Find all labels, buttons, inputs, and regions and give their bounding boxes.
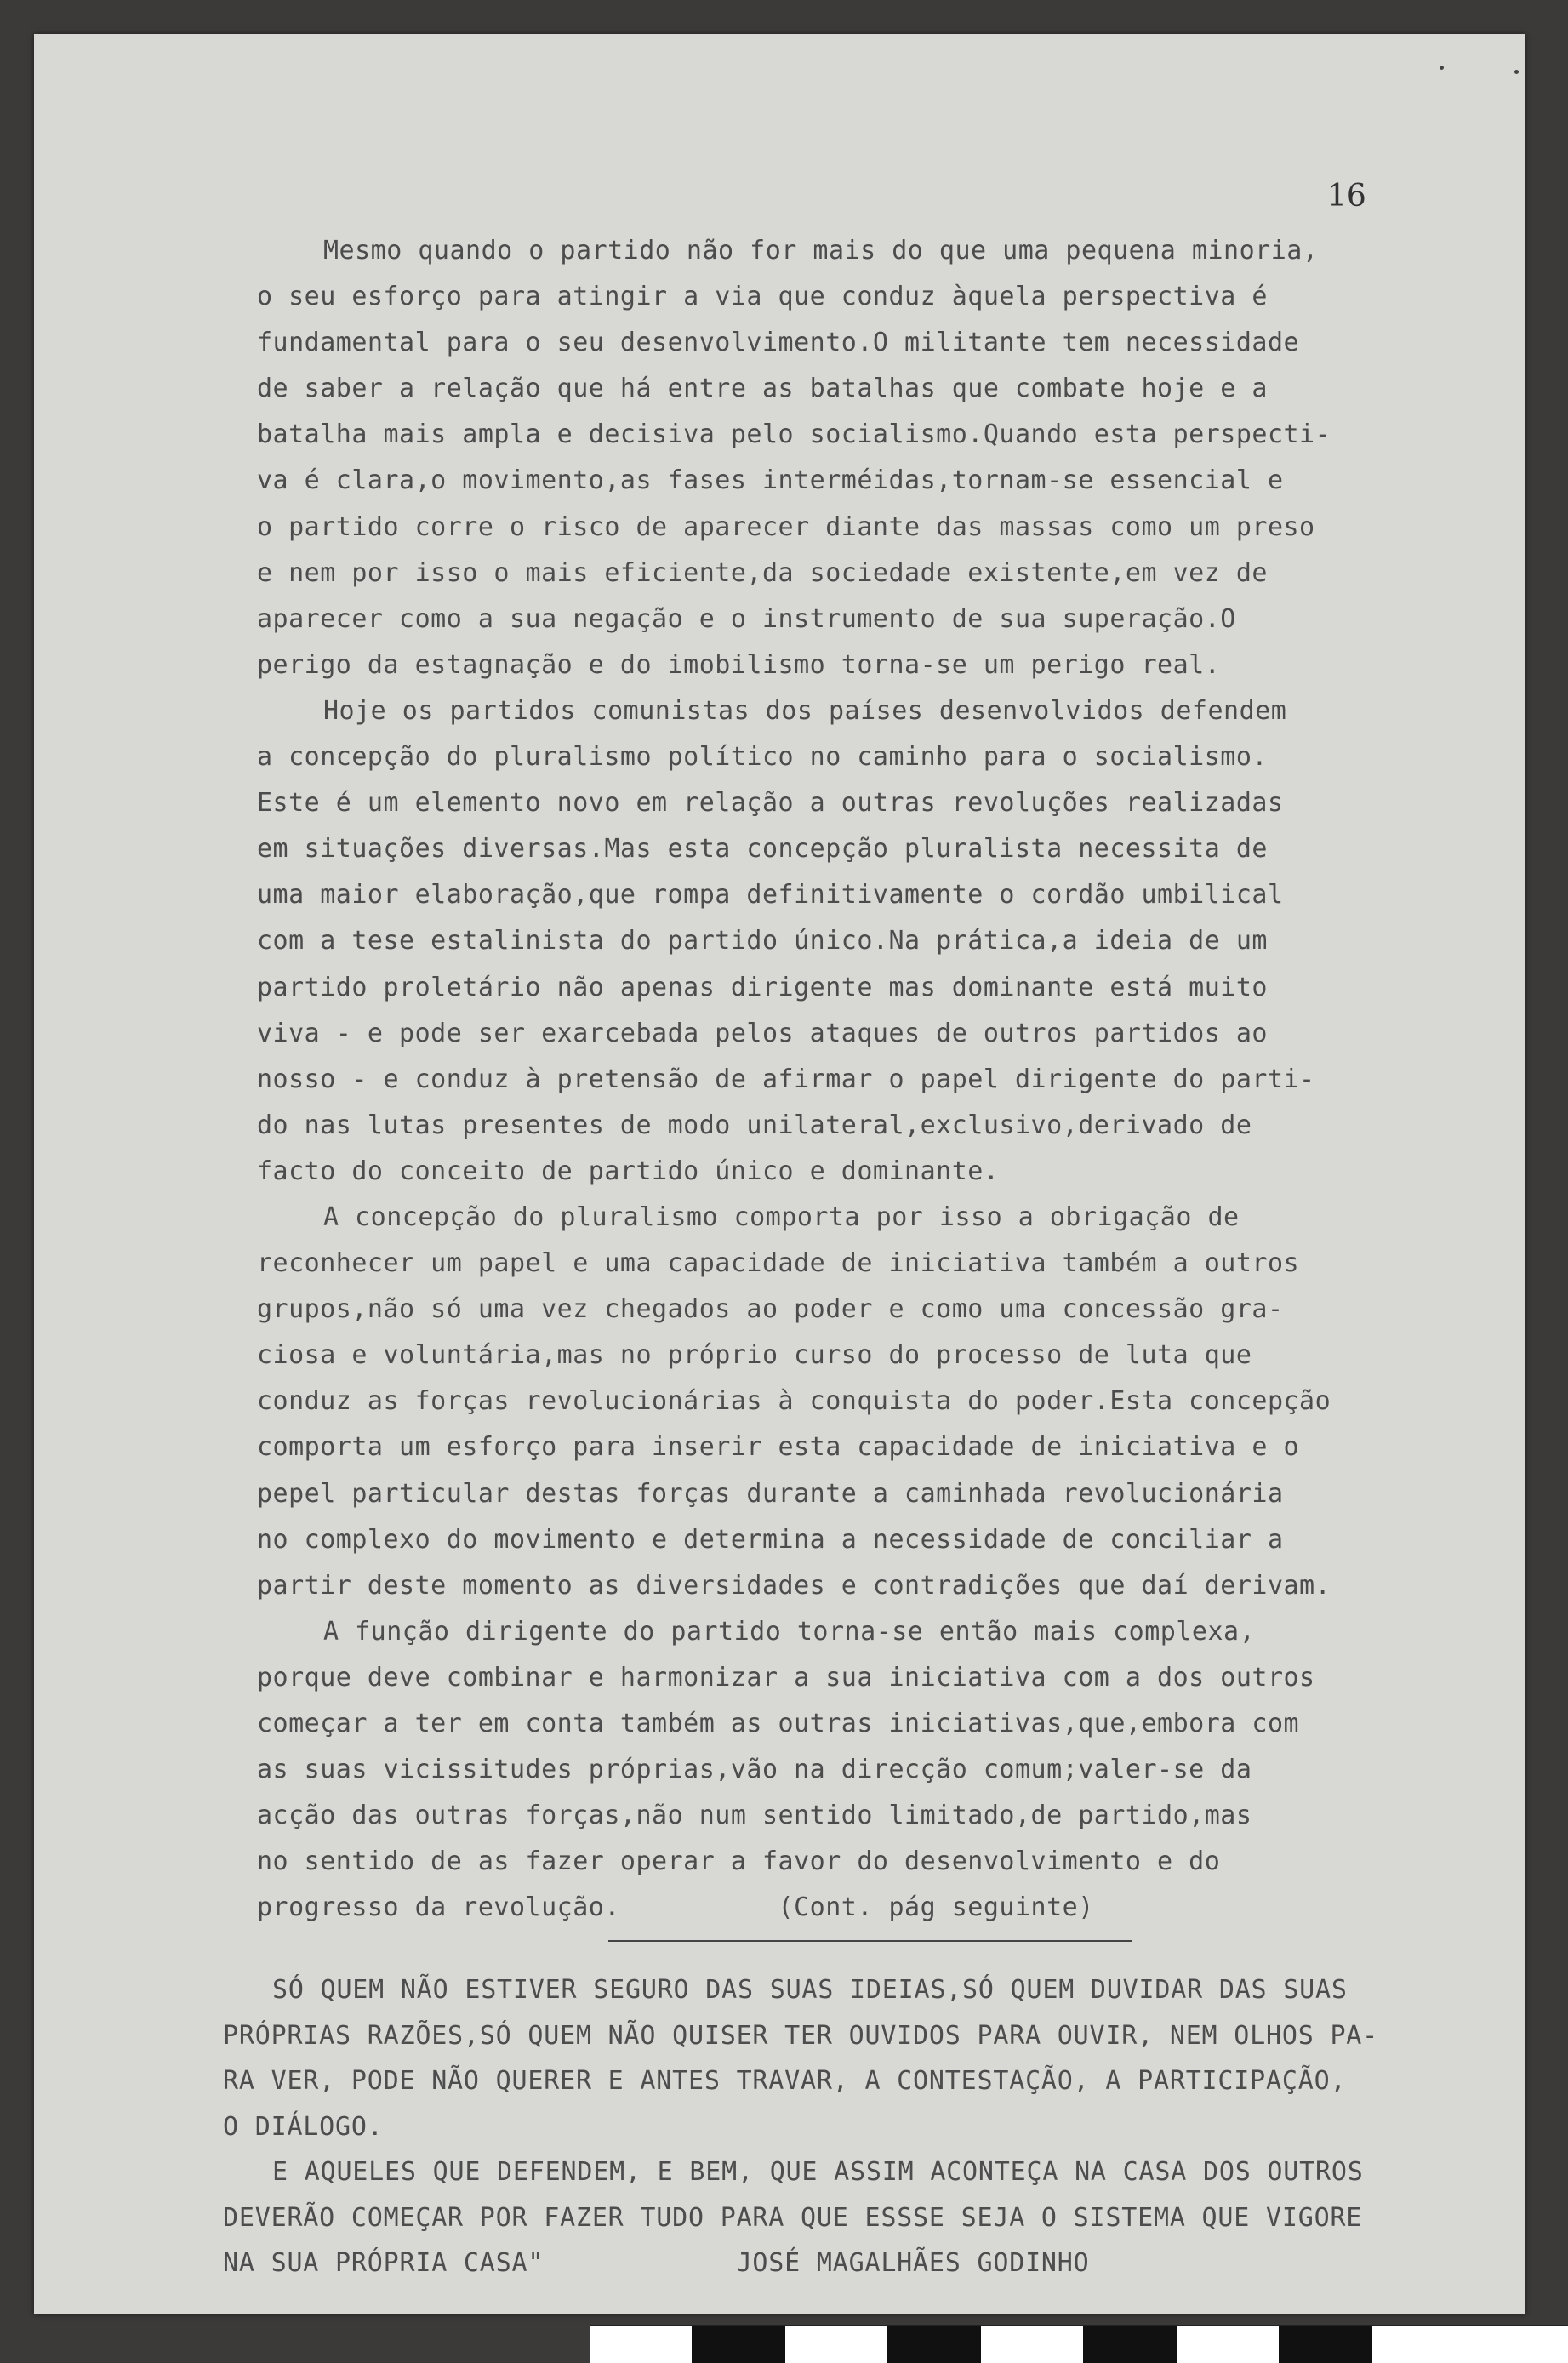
text-line: o partido corre o risco de aparecer diante das massas como um preso [257,511,1315,542]
text-line: as suas vicissitudes próprias,vão na direcção comum;valer-se da [257,1755,1252,1785]
text-line: batalha mais ampla e decisiva pelo socialismo.Quando esta perspecti- [257,420,1331,450]
ruler-segment [692,2326,785,2363]
text-line: va é clara,o movimento,as fases interméidas,tornam-se essencial e [257,465,1284,496]
text-line: pepel particular destas forças durante a caminhada revolucionária [257,1478,1284,1509]
quote-block [223,1967,1465,2286]
quote-line: NA SUA PRÓPRIA CASA" JOSÉ MAGALHÃES GODINHO [223,2248,1090,2278]
text-line: reconhecer um papel e uma capacidade de iniciativa também a outros [257,1248,1300,1279]
text-line: partir deste momento as diversidades e contradições que daí derivam. [257,1570,1331,1601]
document-page [34,34,1525,2314]
text-line: do nas lutas presentes de modo unilateral,exclusivo,derivado de [257,1110,1252,1140]
text-line: nosso - e conduz à pretensão de afirmar o papel dirigente do parti- [257,1064,1315,1094]
text-line: em situações diversas.Mas esta concepção pluralista necessita de [257,834,1268,865]
quote-line: E AQUELES QUE DEFENDEM, E BEM, QUE ASSIM ACONTEÇA NA CASA DOS OUTROS [272,2157,1364,2187]
quote-line: DEVERÃO COMEÇAR POR FAZER TUDO PARA QUE ESSSE SEJA O SISTEMA QUE VIGORE [223,2202,1363,2233]
text-line: grupos,não só uma vez chegados ao poder e como uma concessão gra- [257,1294,1284,1325]
text-line: no sentido de as fazer operar a favor do desenvolvimento e do [257,1846,1221,1877]
text-line: Mesmo quando o partido não for mais do que uma pequena minoria, [323,236,1319,265]
quote-line: SÓ QUEM NÃO ESTIVER SEGURO DAS SUAS IDEIAS,SÓ QUEM DUVIDAR DAS SUAS [272,1975,1348,2005]
text-line: Este é um elemento novo em relação a outras revoluções realizadas [257,788,1284,819]
body-text [257,228,1448,1931]
ruler-segment [887,2326,981,2363]
text-line: uma maior elaboração,que rompa definitivamente o cordão umbilical [257,880,1284,910]
paper-mark [1514,70,1519,74]
quote-line: RA VER, PODE NÃO QUERER E ANTES TRAVAR, A CONTESTAÇÃO, A PARTICIPAÇÃO, [223,2066,1347,2096]
paper-mark [1440,66,1444,70]
text-line: partido proletário não apenas dirigente mas dominante está muito [257,972,1268,1002]
text-line: com a tese estalinista do partido único.Na prática,a ideia de um [257,926,1268,956]
text-line: aparecer como a sua negação e o instrumento de sua superação.O [257,603,1236,634]
text-line: facto do conceito de partido único e dominante. [257,1156,1000,1186]
separator-rule [608,1940,1132,1942]
text-line: e nem por isso o mais eficiente,da sociedade existente,em vez de [257,557,1268,588]
quote-line: O DIÁLOGO. [223,2111,384,2142]
page-number: 16 [1327,179,1366,214]
text-line: comporta um esforço para inserir esta capacidade de iniciativa e o [257,1432,1300,1463]
text-line: porque deve combinar e harmonizar a sua iniciativa com a dos outros [257,1662,1315,1692]
text-line: Hoje os partidos comunistas dos países desenvolvidos defendem [323,695,1287,726]
text-line: a concepção do pluralismo político no caminho para o socialismo. [257,742,1268,773]
text-line: viva - e pode ser exarcebada pelos ataques de outros partidos ao [257,1018,1268,1048]
text-line: perigo da estagnação e do imobilismo torna-se um perigo real. [257,649,1221,680]
text-line: fundamental para o seu desenvolvimento.O militante tem necessidade [257,328,1300,358]
quote-line: PRÓPRIAS RAZÕES,SÓ QUEM NÃO QUISER TER OUVIDOS PARA OUVIR, NEM OLHOS PA- [223,2020,1379,2051]
text-line: A função dirigente do partido torna-se então mais complexa, [323,1616,1256,1647]
text-line: progresso da revolução. (Cont. pág seguinte) [257,1892,1094,1923]
text-line: no complexo do movimento e determina a necessidade de conciliar a [257,1524,1284,1555]
text-line: acção das outras forças,não num sentido limitado,de partido,mas [257,1801,1252,1831]
text-line: ciosa e voluntária,mas no próprio curso do processo de luta que [257,1340,1252,1371]
ruler-segment [1279,2326,1372,2363]
text-line: conduz as forças revolucionárias à conquista do poder.Esta concepção [257,1386,1331,1417]
text-line: começar a ter em conta também as outras iniciativas,que,embora com [257,1709,1300,1738]
text-line: o seu esforço para atingir a via que conduz àquela perspectiva é [257,282,1268,312]
ruler-segment [1083,2326,1177,2363]
scale-ruler [590,2325,1568,2363]
text-line: de saber a relação que há entre as batalhas que combate hoje e a [257,374,1268,404]
text-line: A concepção do pluralismo comporta por isso a obrigação de [323,1201,1240,1232]
